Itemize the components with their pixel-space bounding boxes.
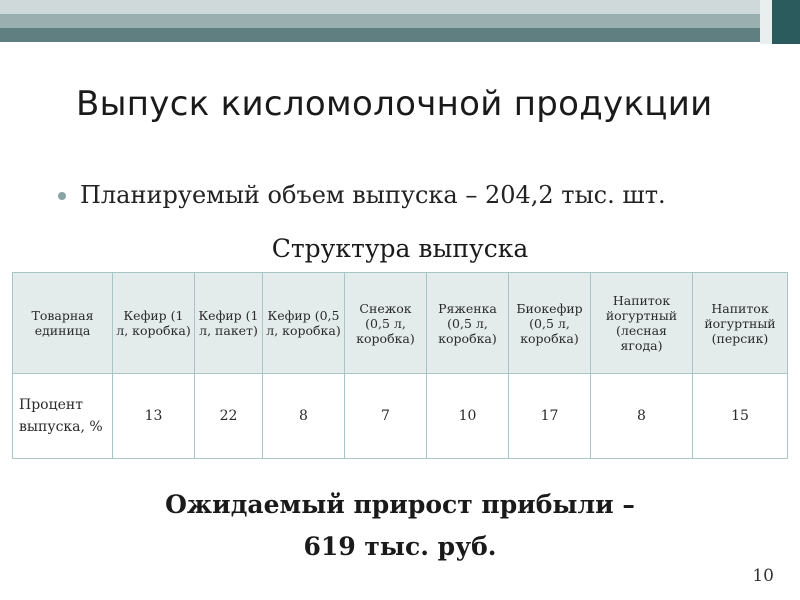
profit-summary: [0, 484, 800, 568]
bullet-text: Планируемый объем выпуска – 204,2 тыс. шт.: [80, 181, 666, 209]
header-corner-light: [760, 0, 772, 44]
profit-summary-line2: 619 тыс. руб.: [303, 532, 497, 561]
value-cell: 13: [113, 374, 195, 459]
header-cell-unit: Товарная единица: [13, 273, 113, 374]
header-cell: Кефир (0,5 л, коробка): [263, 273, 345, 374]
page-number: 10: [752, 566, 774, 586]
row-label-cell: Процент выпуска, %: [13, 374, 113, 459]
header-decoration: [0, 0, 800, 44]
header-cell: Кефир (1 л, коробка): [113, 273, 195, 374]
bullet-dot-icon: [58, 192, 66, 200]
header-stripe-mid: [0, 14, 800, 28]
value-cell: 17: [509, 374, 591, 459]
header-cell: Ряженка (0,5 л, коробка): [427, 273, 509, 374]
header-cell: Напиток йогуртный (персик): [693, 273, 788, 374]
value-cell: 7: [345, 374, 427, 459]
header-corner-dark: [772, 0, 800, 44]
header-cell: Биокефир (0,5 л, коробка): [509, 273, 591, 374]
header-cell: Кефир (1 л, пакет): [195, 273, 263, 374]
slide-title: Выпуск кисломолочной продукции: [76, 84, 713, 124]
profit-summary-line1: Ожидаемый прирост прибыли –: [165, 490, 635, 519]
value-cell: 15: [693, 374, 788, 459]
value-cell: 22: [195, 374, 263, 459]
table-header-row: [13, 273, 788, 374]
table-caption: Структура выпуска: [271, 234, 529, 263]
header-stripe-light: [0, 0, 800, 14]
table-row: [13, 374, 788, 459]
production-structure-table: [12, 272, 788, 459]
header-cell: Снежок (0,5 л, коробка): [345, 273, 427, 374]
value-cell: 8: [591, 374, 693, 459]
header-cell: Напиток йогуртный (лесная ягода): [591, 273, 693, 374]
header-stripe-dark: [0, 28, 800, 42]
value-cell: 8: [263, 374, 345, 459]
bullet-item: [58, 181, 666, 209]
value-cell: 10: [427, 374, 509, 459]
